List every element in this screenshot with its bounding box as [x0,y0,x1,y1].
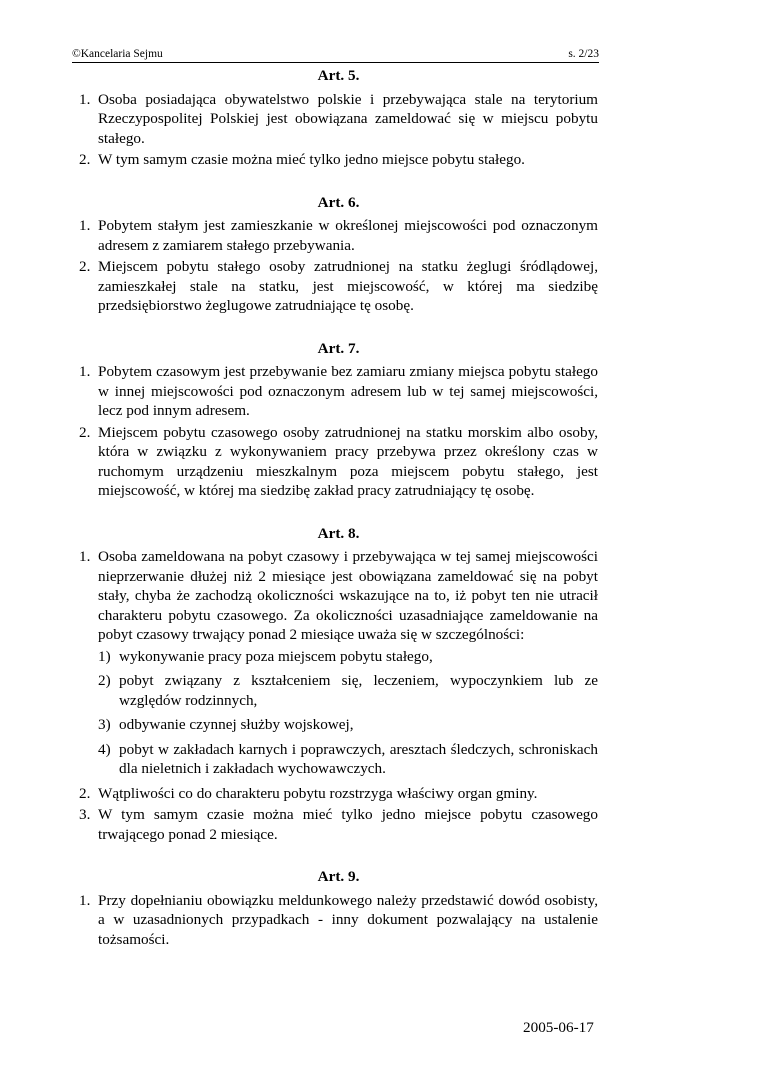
article-paragraph [79,423,598,501]
header-source: ©Kancelaria Sejmu [72,48,163,60]
paragraph-number: 2. [79,258,91,275]
point-text: pobyt w zakładach karnych i poprawczych, aresztach śledczych, schroniskach dla nieletnich i zakładach wychowawczych. [119,740,598,777]
article-paragraph [79,257,598,316]
document-body [79,66,598,951]
article-paragraph [79,216,598,255]
paragraph-text: Miejscem pobytu stałego osoby zatrudnionej na statku żeglugi śródlądowej, zamieszkałej stale na statku, jest miejscowość, w której ma siedzibę przedsiębiorstwo żeglugowe zatrudniające tę osobę. [98,258,598,314]
point-number: 1) [98,647,111,665]
header-page-number: s. 2/23 [568,48,599,60]
article-paragraph [79,891,598,950]
point-text: odbywanie czynnej służby wojskowej, [119,716,354,733]
list-item [98,647,598,667]
paragraph-text: Przy dopełnianiu obowiązku meldunkowego należy przedstawić dowód osobisty, a w uzasadnionych przypadkach - inny dokument pozwalający na ustalenie tożsamości. [98,891,598,948]
paragraph-number: 2. [79,423,91,441]
page-header [72,48,599,63]
paragraph-text: W tym samym czasie można mieć tylko jedno miejsce pobytu stałego. [98,151,525,168]
paragraph-text: Osoba zameldowana na pobyt czasowy i przebywająca w tej samej miejscowości nieprzerwanie dłużej niż 2 miesiące jest obowiązana zameldować się na pobyt stały, chyba że zachodzą okoliczności wskazujące na to, iż pobyt ten nie utracił charakteru pobytu czasowego. Za okoliczności uzasadniające zameldowanie na pobyt czasowy trwający ponad 2 miesiące uważa się w szczególności: [98,548,598,643]
article-paragraph [79,150,598,170]
point-number: 2) [98,672,111,689]
list-item [98,715,598,735]
paragraph-number: 1. [79,90,91,108]
paragraph-text: Pobytem stałym jest zamieszkanie w określonej miejscowości pod oznaczonym adresem z zamiarem stałego przebywania. [98,217,598,254]
list-item [98,671,598,710]
article-paragraph [79,362,598,421]
article-paragraph [79,547,598,645]
point-number: 4) [98,740,111,758]
article-paragraph [79,90,598,149]
list-item [98,740,598,779]
paragraph-number: 2. [79,151,91,168]
paragraph-text: Wątpliwości co do charakteru pobytu rozstrzyga właściwy organ gminy. [98,784,538,802]
point-number: 3) [98,716,111,733]
article-title: Art. 5. [317,67,360,84]
paragraph-number: 2. [79,784,91,802]
paragraph-number: 1. [79,548,91,565]
point-text: wykonywanie pracy poza miejscem pobytu stałego, [119,647,433,665]
paragraph-text: W tym samym czasie można mieć tylko jedno miejsce pobytu czasowego trwającego ponad 2 miesiące. [98,806,598,843]
paragraph-number: 1. [79,217,91,234]
paragraph-text: Miejscem pobytu czasowego osoby zatrudnionej na statku morskim albo osoby, która w związku z wykonywaniem pracy przebywa przez określony czas w ruchomym urządzeniu mieszkalnym poza miejscem pobytu stałego, jest miejscowość, w której ma siedzibę zakład pracy zatrudniający tę osobę. [98,423,598,499]
point-list [98,647,598,779]
article-paragraph [79,784,598,804]
paragraph-text: Pobytem czasowym jest przebywanie bez zamiaru zmiany miejsca pobytu stałego w innej miejscowości pod oznaczonym adresem lub w tej samej miejscowości, lecz pod innym adresem. [98,363,598,419]
article-title: Art. 9. [317,868,360,885]
paragraph-number: 3. [79,806,91,823]
point-text: pobyt związany z kształceniem się, leczeniem, wypoczynkiem lub ze względów rodzinnych, [119,672,598,709]
article-paragraph [79,805,598,844]
article-title: Art. 8. [317,524,360,542]
paragraph-text: Osoba posiadająca obywatelstwo polskie i przebywająca stale na terytorium Rzeczypospolitej Polskiej jest obowiązana zameldować się w miejscu pobytu stałego. [98,90,598,147]
footer-date: 2005-06-17 [523,1019,594,1036]
article-title: Art. 7. [317,339,360,357]
article-title: Art. 6. [317,193,360,211]
paragraph-number: 1. [79,891,91,909]
paragraph-number: 1. [79,363,91,380]
